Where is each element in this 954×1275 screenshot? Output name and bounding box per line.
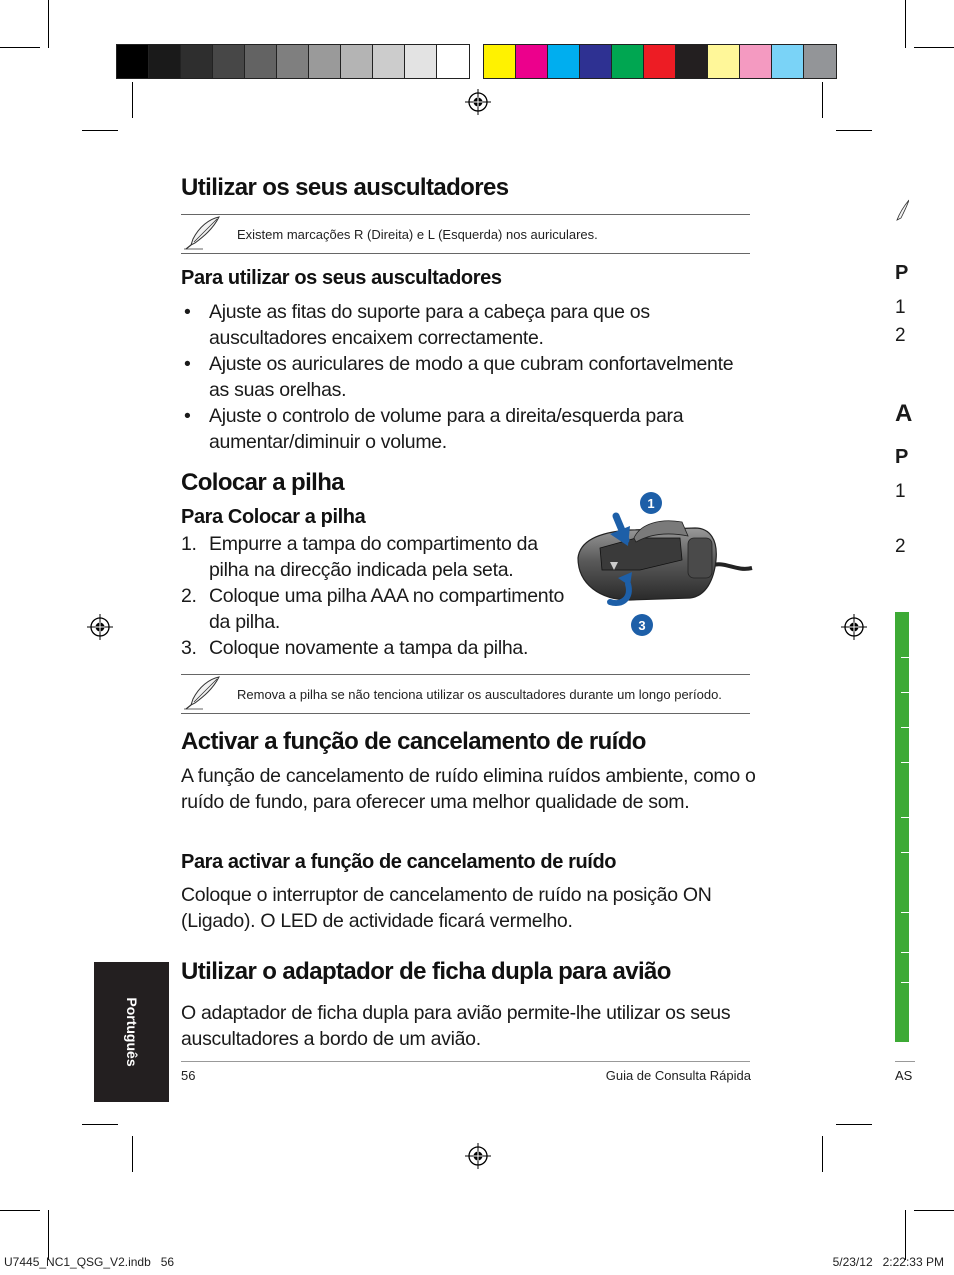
crop-mark: [132, 1136, 133, 1172]
crop-mark: [836, 130, 872, 131]
color-swatch: [117, 45, 149, 78]
note-text: Remova a pilha se não tenciona utilizar os auscultadores durante um longo período.: [237, 687, 722, 702]
page-number: 56: [181, 1068, 196, 1083]
peek-footer: AS: [895, 1068, 913, 1083]
flight-adapter-description: O adaptador de ficha dupla para avião permite-lhe utilizar os seus auscultadores a bordo de um avião.: [181, 1002, 731, 1050]
note-box-battery: [181, 674, 750, 714]
green-table-strip: [895, 612, 909, 1042]
color-swatch: [181, 45, 213, 78]
section-title-noise-cancel: Activar a função de cancelamento de ruído: [181, 728, 646, 755]
peek-letter: 2: [895, 325, 906, 346]
list-item: • Ajuste os auriculares de modo a que cubram confortavelmente as suas orelhas.: [181, 351, 756, 403]
noise-cancel-description: A função de cancelamento de ruído elimina ruídos ambiente, como o ruído de fundo, para oferecer uma melhor qualidade de som.: [181, 765, 756, 813]
peek-letter: P: [895, 262, 909, 284]
table-row-divider: [901, 912, 909, 913]
crop-mark: [0, 47, 40, 48]
table-row-divider: [901, 657, 909, 658]
peek-letter: P: [895, 446, 909, 468]
crop-mark: [905, 1210, 906, 1260]
noise-cancel-instruction: Coloque o interruptor de cancelamento de ruído na posição ON (Ligado). O LED de actividade ficará vermelho.: [181, 884, 712, 932]
callout-number: 3: [638, 618, 646, 633]
feather-pen-icon: [895, 198, 909, 224]
registration-mark-icon: [465, 1143, 491, 1169]
next-page-peek: [893, 0, 954, 1100]
table-row-divider: [901, 817, 909, 818]
list-item: 3. Coloque novamente a tampa da pilha.: [181, 637, 529, 659]
crop-mark: [132, 82, 133, 118]
color-swatch: [772, 45, 804, 78]
crop-mark: [48, 1210, 49, 1260]
table-row-divider: [901, 692, 909, 693]
color-swatch: [149, 45, 181, 78]
callout-number: 1: [647, 496, 655, 511]
registration-mark-icon: [841, 614, 867, 640]
subtitle-activate-noise-cancel: Para activar a função de cancelamento de ruído: [181, 851, 617, 873]
table-row-divider: [901, 952, 909, 953]
crop-mark: [82, 130, 118, 131]
note-box-markings: [181, 214, 750, 254]
section-title-battery: Colocar a pilha: [181, 469, 345, 496]
crop-mark: [0, 1210, 40, 1211]
section-title-headphones: Utilizar os seus auscultadores: [181, 174, 509, 201]
section-title-flight-adapter: Utilizar o adaptador de ficha dupla para avião: [181, 958, 671, 985]
file-slug: U7445_NC1_QSG_V2.indb 56: [4, 1255, 175, 1269]
crop-mark: [48, 0, 49, 48]
list-item: • Ajuste as fitas do suporte para a cabeça para que os auscultadores encaixem correctamente.: [181, 299, 756, 351]
crop-mark: [82, 1124, 118, 1125]
color-swatch: [804, 45, 836, 78]
color-swatch: [373, 45, 405, 78]
color-swatch: [548, 45, 580, 78]
registration-mark-icon: [465, 89, 491, 115]
peek-letter: 2: [895, 536, 906, 557]
battery-steps: [181, 531, 566, 661]
crop-mark: [914, 1210, 954, 1211]
subtitle-insert-battery: Para Colocar a pilha: [181, 506, 366, 528]
language-label: Português: [123, 997, 140, 1067]
feather-pen-icon: [183, 675, 223, 711]
list-item: • Ajuste o controlo de volume para a direita/esquerda para aumentar/diminuir o volume.: [181, 403, 756, 455]
crop-mark: [836, 1124, 872, 1125]
color-swatch: [740, 45, 772, 78]
color-swatch: [644, 45, 676, 78]
peek-letter: 1: [895, 481, 906, 502]
color-swatch: [277, 45, 309, 78]
crop-mark: [822, 1136, 823, 1172]
note-text: Existem marcações R (Direita) e L (Esquerda) nos auriculares.: [237, 227, 598, 242]
peek-letter: 1: [895, 297, 906, 318]
table-row-divider: [901, 762, 909, 763]
language-side-tab: [94, 962, 169, 1102]
color-swatch: [676, 45, 708, 78]
date-slug: 5/23/12 2:22:33 PM: [832, 1255, 944, 1269]
headphone-instructions: [181, 299, 756, 455]
peek-divider: [895, 1061, 915, 1062]
color-swatch: [341, 45, 373, 78]
list-item: 1. Empurre a tampa do compartimento da pilha na direcção indicada pela seta.: [181, 533, 538, 581]
process-color-bar: [483, 44, 837, 79]
feather-pen-icon: [183, 215, 223, 251]
guide-title: Guia de Consulta Rápida: [605, 1068, 751, 1083]
color-swatch: [484, 45, 516, 78]
battery-compartment-illustration: [570, 488, 756, 638]
table-row-divider: [901, 727, 909, 728]
table-row-divider: [901, 852, 909, 853]
color-swatch: [516, 45, 548, 78]
grayscale-color-bar: [116, 44, 470, 79]
peek-letter: A: [895, 400, 913, 427]
color-swatch: [437, 45, 469, 78]
color-swatch: [580, 45, 612, 78]
color-swatch: [309, 45, 341, 78]
crop-mark: [822, 82, 823, 118]
color-swatch: [612, 45, 644, 78]
table-row-divider: [901, 982, 909, 983]
registration-mark-icon: [87, 614, 113, 640]
footer-divider: [181, 1061, 750, 1062]
subtitle-use-headphones: Para utilizar os seus auscultadores: [181, 267, 502, 289]
color-swatch: [708, 45, 740, 78]
color-swatch: [213, 45, 245, 78]
color-swatch: [245, 45, 277, 78]
color-swatch: [405, 45, 437, 78]
list-item: 2. Coloque uma pilha AAA no compartimento da pilha.: [181, 585, 564, 633]
